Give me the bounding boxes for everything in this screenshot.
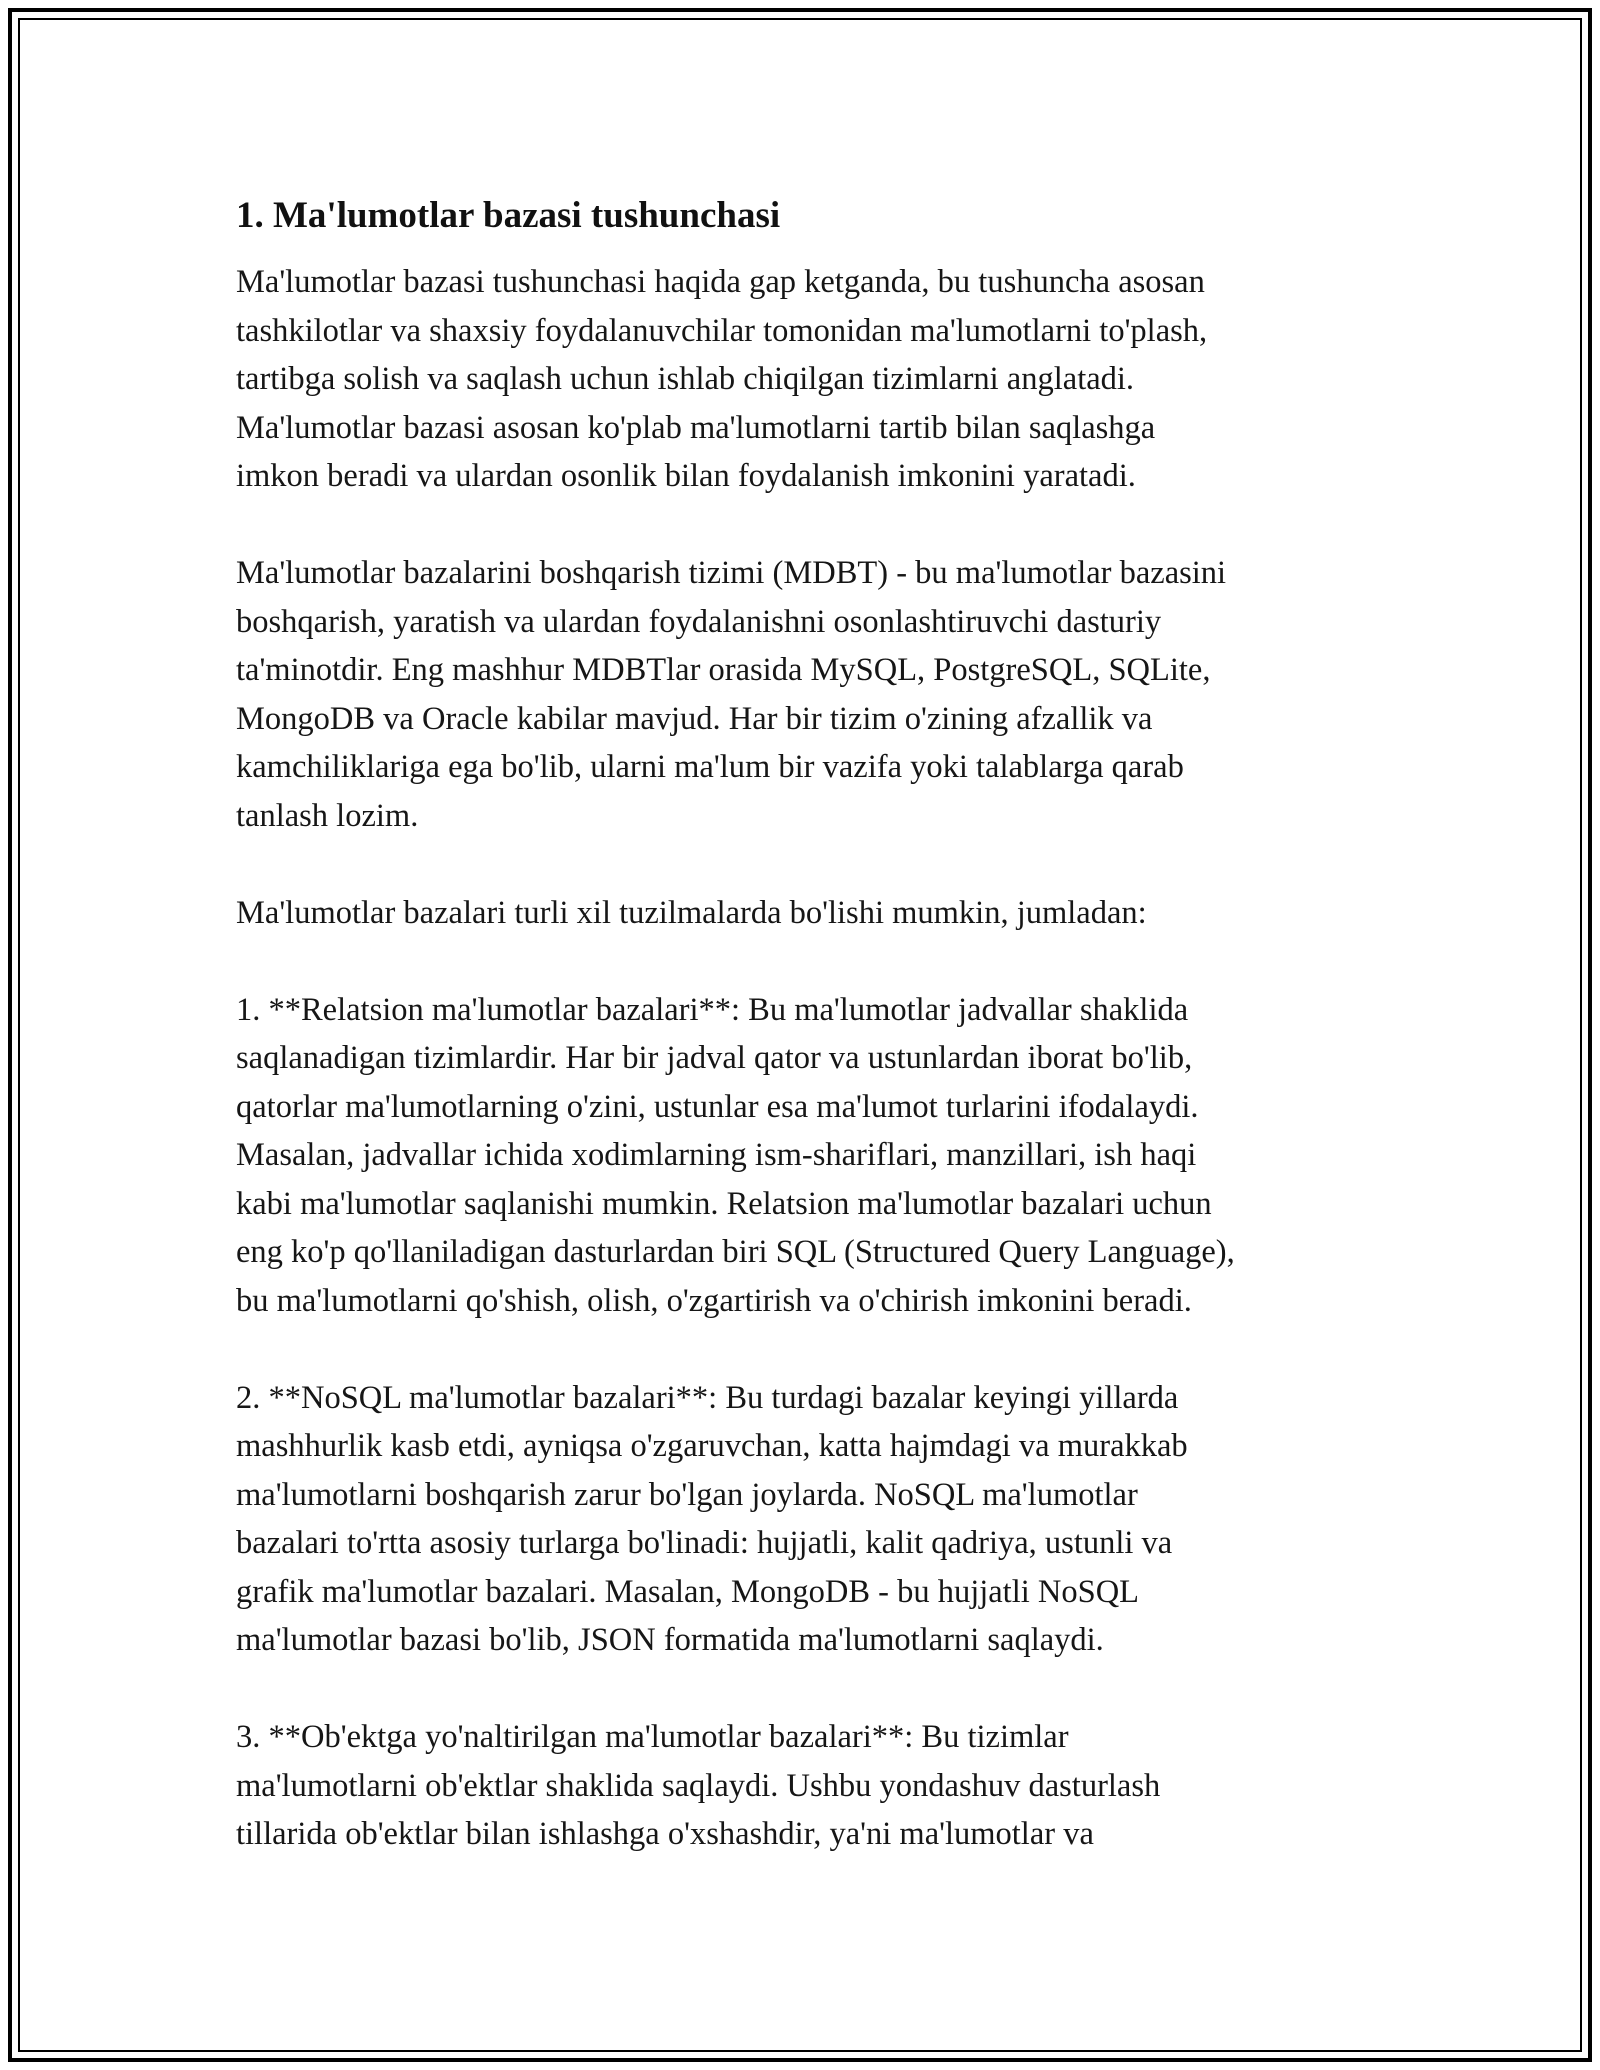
text-line: Ma'lumotlar bazalari turli xil tuzilmalarda bo'lishi mumkin, jumladan: xyxy=(236,894,1147,931)
text-line: ma'lumotlarni boshqarish zarur bo'lgan joylarda. NoSQL ma'lumotlar xyxy=(236,1476,1138,1513)
paragraph-relational xyxy=(236,986,1396,1326)
paragraph-intro xyxy=(236,258,1396,501)
text-line: ma'lumotlar bazasi bo'lib, JSON formatida ma'lumotlarni saqlaydi. xyxy=(236,1622,1104,1658)
paragraph-structures-intro xyxy=(236,889,1396,938)
document-title: 1. Ma'lumotlar bazasi tushunchasi xyxy=(236,195,781,236)
text-line: eng ko'p qo'llaniladigan dasturlardan biri SQL (Structured Query Language), xyxy=(236,1234,1235,1270)
text-line: qatorlar ma'lumotlarning o'zini, ustunlar esa ma'lumot turlarini ifodalaydi. xyxy=(236,1088,1199,1125)
text-line: Ma'lumotlar bazasi tushunchasi haqida gap ketganda, bu tushuncha asosan xyxy=(236,264,1205,300)
text-line: boshqarish, yaratish va ulardan foydalanishni osonlashtiruvchi dasturiy xyxy=(236,603,1162,640)
text-line: 3. **Ob'ektga yo'naltirilgan ma'lumotlar bazalari**: Bu tizimlar xyxy=(236,1719,1069,1755)
text-line: kamchiliklariga ega bo'lib, ularni ma'lum bir vazifa yoki talablarga qarab xyxy=(236,749,1184,785)
text-line: kabi ma'lumotlar saqlanishi mumkin. Relatsion ma'lumotlar bazalari uchun xyxy=(236,1185,1212,1222)
text-line: MongoDB va Oracle kabilar mavjud. Har bir tizim o'zining afzallik va xyxy=(236,700,1153,737)
text-line: tartibga solish va saqlash uchun ishlab chiqilgan tizimlarni anglatadi. xyxy=(236,361,1135,397)
text-line: Ma'lumotlar bazasi asosan ko'plab ma'lumotlarni tartib bilan saqlashga xyxy=(236,409,1156,446)
text-line: 1. **Relatsion ma'lumotlar bazalari**: Bu ma'lumotlar jadvallar shaklida xyxy=(236,991,1189,1028)
text-line: ma'lumotlarni ob'ektlar shaklida saqlaydi. Ushbu yondashuv dasturlash xyxy=(236,1767,1161,1804)
paragraph-mdbt xyxy=(236,549,1396,840)
text-line: saqlanadigan tizimlardir. Har bir jadval qator va ustunlardan iborat bo'lib, xyxy=(236,1040,1193,1076)
text-line: tillarida ob'ektlar bilan ishlashga o'xshashdir, ya'ni ma'lumotlar va xyxy=(236,1816,1094,1852)
text-line: imkon beradi va ulardan osonlik bilan foydalanish imkonini yaratadi. xyxy=(236,458,1136,494)
text-line: tashkilotlar va shaxsiy foydalanuvchilar tomonidan ma'lumotlarni to'plash, xyxy=(236,312,1208,349)
text-line: bu ma'lumotlarni qo'shish, olish, o'zgartirish va o'chirish imkonini beradi. xyxy=(236,1282,1192,1319)
text-line: bazalari to'rtta asosiy turlarga bo'linadi: hujjatli, kalit qadriya, ustunli va xyxy=(236,1525,1173,1561)
text-line: 2. **NoSQL ma'lumotlar bazalari**: Bu turdagi bazalar keyingi yillarda xyxy=(236,1379,1179,1416)
text-line: tanlash lozim. xyxy=(236,797,419,834)
paragraph-nosql xyxy=(236,1374,1396,1665)
text-line: grafik ma'lumotlar bazalari. Masalan, MongoDB - bu hujjatli NoSQL xyxy=(236,1573,1140,1610)
paragraph-object-oriented xyxy=(236,1713,1396,1859)
text-line: mashhurlik kasb etdi, ayniqsa o'zgaruvchan, katta hajmdagi va murakkab xyxy=(236,1428,1188,1464)
text-line: Ma'lumotlar bazalarini boshqarish tizimi (MDBT) - bu ma'lumotlar bazasini xyxy=(236,555,1227,591)
document-body xyxy=(236,188,1396,1859)
text-line: ta'minotdir. Eng mashhur MDBTlar orasida MySQL, PostgreSQL, SQLite, xyxy=(236,652,1211,688)
text-line: Masalan, jadvallar ichida xodimlarning ism-shariflari, manzillari, ish haqi xyxy=(236,1137,1197,1173)
